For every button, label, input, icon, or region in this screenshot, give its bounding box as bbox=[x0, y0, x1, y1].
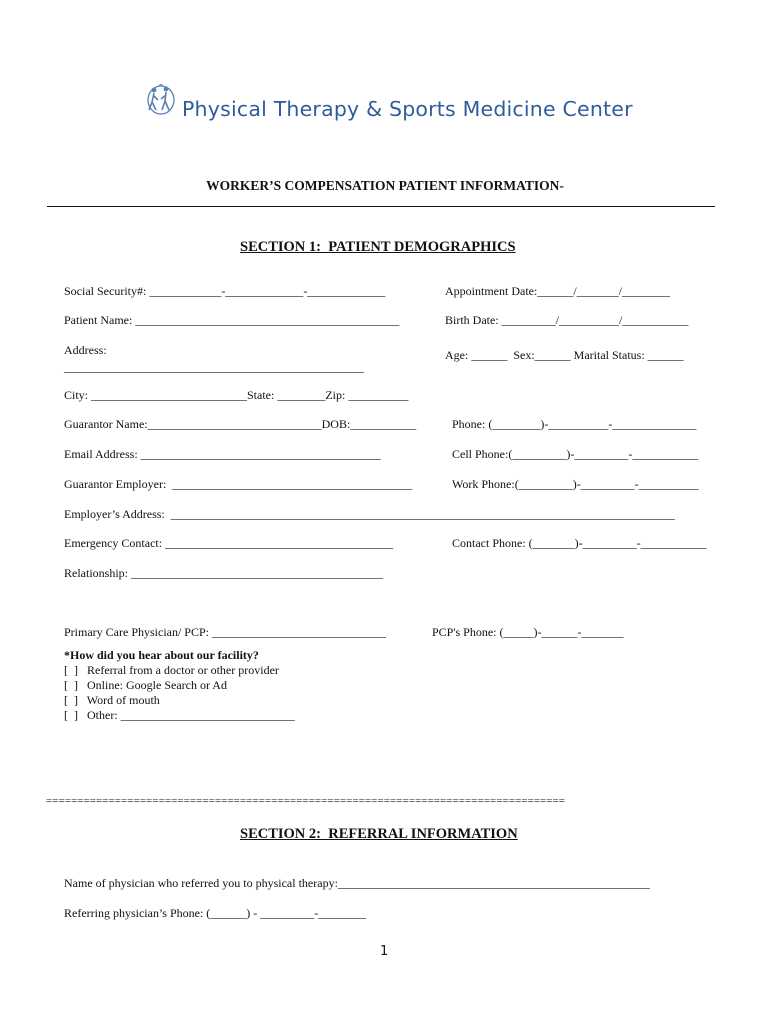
document-title: WORKER’S COMPENSATION PATIENT INFORMATION- bbox=[206, 178, 564, 193]
age-sex-marital-field[interactable]: Age: ______ Sex:______ Marital Status: ______ bbox=[445, 348, 684, 362]
relationship-field[interactable]: Relationship: __________________________________________ bbox=[64, 566, 383, 580]
referring-physician-name-field[interactable]: Name of physician who referred you to physical therapy:____________________________________________________ bbox=[64, 876, 650, 890]
contact-phone-field[interactable]: Contact Phone: (_______)-_________-___________ bbox=[452, 536, 707, 550]
address-label: Address: bbox=[64, 343, 107, 357]
page-number: 1 bbox=[380, 944, 389, 959]
phone-field[interactable]: Phone: (________)-__________-______________ bbox=[452, 417, 697, 431]
section2-title: SECTION 2: REFERRAL INFORMATION bbox=[240, 826, 518, 842]
city-state-zip-field[interactable]: City: __________________________State: ________Zip: __________ bbox=[64, 388, 409, 402]
patient-name-field[interactable]: Patient Name: ____________________________________________ bbox=[64, 313, 400, 327]
title-underline bbox=[47, 206, 715, 207]
hear-about-question: *How did you hear about our facility? bbox=[64, 648, 259, 662]
pcp-phone-field[interactable]: PCP's Phone: (_____)-______-_______ bbox=[432, 625, 624, 639]
employer-address-field[interactable]: Employer’s Address: ____________________________________________________________________________________ bbox=[64, 507, 675, 521]
work-phone-field[interactable]: Work Phone:(_________)-_________-__________ bbox=[452, 477, 699, 491]
cell-phone-field[interactable]: Cell Phone:(_________)-_________-___________ bbox=[452, 447, 699, 461]
guarantor-employer-field[interactable]: Guarantor Employer: ________________________________________ bbox=[64, 477, 413, 491]
referring-physician-phone-field[interactable]: Referring physician’s Phone: (______) - _________-________ bbox=[64, 906, 367, 920]
center-name: Physical Therapy & Sports Medicine Center bbox=[182, 97, 633, 121]
pcp-field[interactable]: Primary Care Physician/ PCP: _____________________________ bbox=[64, 625, 386, 639]
guarantor-name-field[interactable]: Guarantor Name:_____________________________DOB:___________ bbox=[64, 417, 417, 431]
figures-logo-icon bbox=[144, 82, 178, 116]
option-other-checkbox[interactable]: [ ] Other: _____________________________ bbox=[64, 708, 295, 722]
appointment-date-field[interactable]: Appointment Date:______/_______/________ bbox=[445, 284, 670, 298]
social-security-field[interactable]: Social Security#: ____________-_____________-_____________ bbox=[64, 284, 386, 298]
option-referral-checkbox[interactable]: [ ] Referral from a doctor or other provider bbox=[64, 663, 279, 677]
section1-title: SECTION 1: PATIENT DEMOGRAPHICS bbox=[240, 239, 516, 255]
birth-date-field[interactable]: Birth Date: _________/__________/___________ bbox=[445, 313, 689, 327]
email-field[interactable]: Email Address: ________________________________________ bbox=[64, 447, 381, 461]
option-online-checkbox[interactable]: [ ] Online: Google Search or Ad bbox=[64, 678, 227, 692]
emergency-contact-field[interactable]: Emergency Contact: ______________________________________ bbox=[64, 536, 394, 550]
section-divider: =================================================================================== bbox=[46, 795, 566, 807]
option-word-of-mouth-checkbox[interactable]: [ ] Word of mouth bbox=[64, 693, 160, 707]
address-field[interactable]: __________________________________________________ bbox=[64, 360, 364, 374]
